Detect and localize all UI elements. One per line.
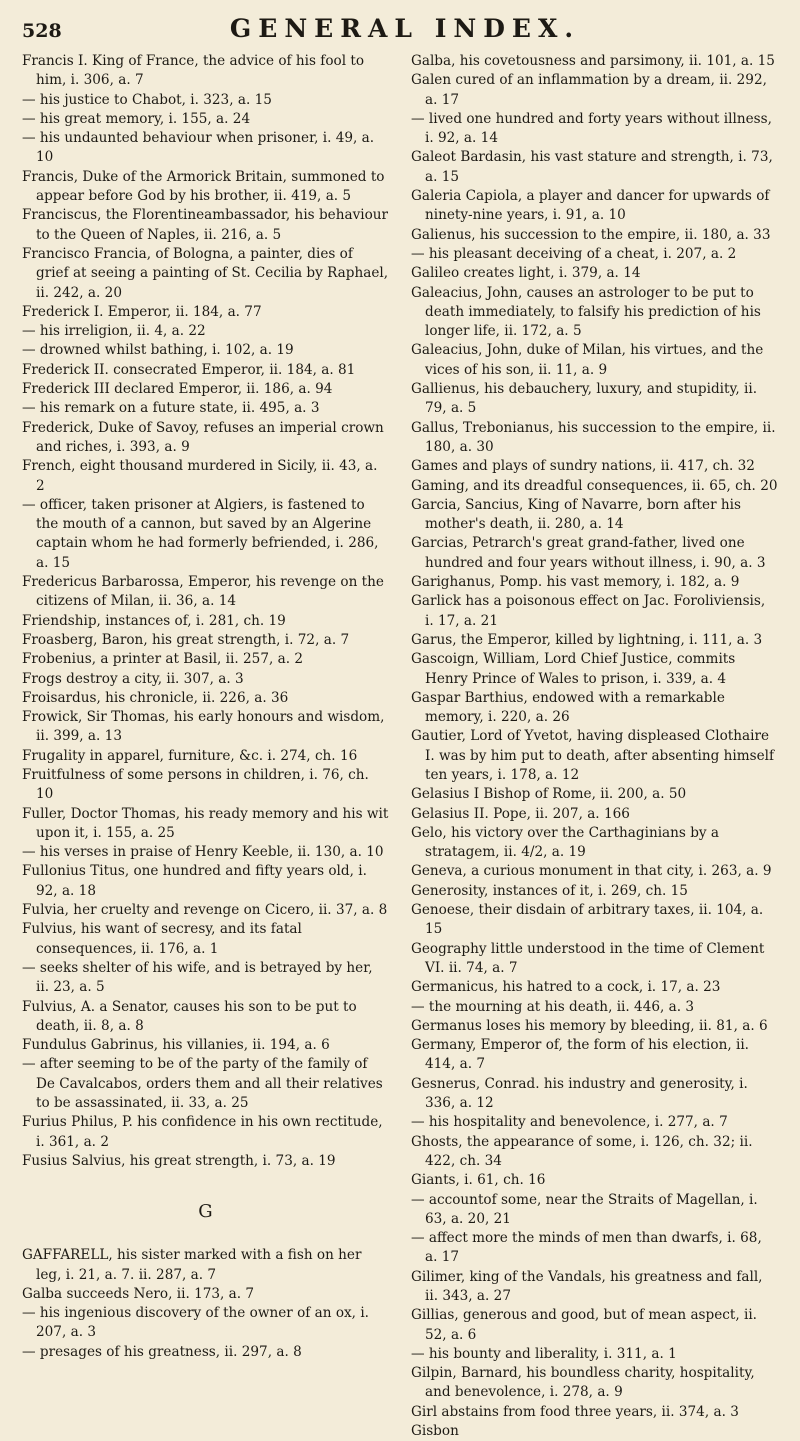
index-entry: — accountof some, near the Straits of Magellan, i. 63, a. 20, 21	[411, 1191, 758, 1227]
index-entry: GAFFARELL, his sister marked with a fish on her leg, i. 21, a. 7. ii. 287, a. 7	[22, 1247, 362, 1283]
index-entry: Generosity, instances of it, i. 269, ch. 15	[411, 882, 688, 899]
index-entry: Fusius Salvius, his great strength, i. 73, a. 19	[22, 1152, 336, 1169]
index-entry: — his hospitality and benevolence, i. 277, a. 7	[411, 1114, 728, 1131]
index-entry: Fulvia, her cruelty and revenge on Cicero, ii. 37, a. 8	[22, 902, 388, 919]
index-entry: Galeot Bardasin, his vast stature and strength, i. 73, a. 15	[411, 149, 773, 185]
index-entry: Galileo creates light, i. 379, a. 14	[411, 265, 641, 282]
index-entry: — his pleasant deceiving of a cheat, i. 207, a. 2	[411, 245, 737, 262]
right-column	[411, 52, 778, 1441]
index-entry: Fundulus Gabrinus, his villanies, ii. 194, a. 6	[22, 1037, 330, 1054]
index-entry: Gallus, Trebonianus, his succession to the empire, ii. 180, a. 30	[411, 419, 776, 455]
index-entry: Genoese, their disdain of arbitrary taxes, ii. 104, a. 15	[411, 902, 764, 938]
index-entry: — his verses in praise of Henry Keeble, ii. 130, a. 10	[22, 844, 384, 861]
left-column	[22, 52, 389, 1441]
index-entry: Gillias, generous and good, but of mean aspect, ii. 52, a. 6	[411, 1307, 758, 1343]
index-entry: Garus, the Emperor, killed by lightning, i. 111, a. 3	[411, 631, 763, 648]
index-entry: Froasberg, Baron, his great strength, i. 72, a. 7	[22, 631, 350, 648]
index-entry: Gaming, and its dreadful consequences, ii. 65, ch. 20	[411, 477, 778, 494]
section-letter: G	[198, 1201, 213, 1223]
index-entry: French, eight thousand murdered in Sicily, ii. 43, a. 2	[22, 458, 378, 494]
index-entry: Gilimer, king of the Vandals, his greatness and fall, ii. 343, a. 27	[411, 1268, 763, 1304]
index-entry: — his undaunted behaviour when prisoner, i. 49, a. 10	[22, 130, 375, 166]
page-header	[22, 14, 778, 52]
index-entry: Francis I. King of France, the advice of his fool to him, i. 306, a. 7	[22, 53, 365, 89]
index-entry: — his ingenious discovery of the owner of an ox, i. 207, a. 3	[22, 1305, 369, 1341]
index-entry: — officer, taken prisoner at Algiers, is fastened to the mouth of a cannon, but saved by an Algerine captain whom he had formerly befriended, i. 286, a. 15	[22, 496, 379, 571]
page-number: 528	[22, 20, 62, 42]
index-entry: — seeks shelter of his wife, and is betrayed by her, ii. 23, a. 5	[22, 959, 373, 996]
index-entry: Garlick has a poisonous effect on Jac. Foroliviensis, i. 17, a. 21	[411, 593, 766, 629]
index-entry: Frowick, Sir Thomas, his early honours and wisdom, ii. 399, a. 13	[22, 709, 385, 745]
index-entry: Giants, i. 61, ch. 16	[411, 1172, 546, 1189]
index-entry: Furius Philus, P. his confidence in his own rectitude, i. 361, a. 2	[22, 1114, 383, 1150]
index-entry: Fuller, Doctor Thomas, his ready memory and his wit upon it, i. 155, a. 25	[22, 805, 389, 841]
index-entry: Gallienus, his debauchery, luxury, and stupidity, ii. 79, a. 5	[411, 381, 758, 417]
index-entry: Galba succeeds Nero, ii. 173, a. 7	[22, 1285, 255, 1302]
index-entry: Galeacius, John, causes an astrologer to be put to death immediately, to falsify his prediction of his longer life, ii. 172, a. 5	[411, 284, 761, 340]
index-entry: Gelo, his victory over the Carthaginians by a stratagem, ii. 4/2, a. 19	[411, 824, 720, 861]
index-entry: Frederick II. consecrated Emperor, ii. 184, a. 81	[22, 361, 356, 378]
index-entry: — his irreligion, ii. 4, a. 22	[22, 323, 206, 340]
index-entry: Galienus, his succession to the empire, ii. 180, a. 33	[411, 226, 771, 243]
index-entry: Friendship, instances of, i. 281, ch. 19	[22, 612, 286, 629]
index-entry: — his bounty and liberality, i. 311, a. 1	[411, 1345, 677, 1362]
index-entry: Gaspar Barthius, endowed with a remarkable memory, i. 220, a. 26	[411, 689, 725, 726]
index-entry: Fullonius Titus, one hundred and fifty years old, i. 92, a. 18	[22, 863, 367, 899]
index-entry: — his remark on a future state, ii. 495, a. 3	[22, 400, 320, 417]
index-entry: — his great memory, i. 155, a. 24	[22, 110, 251, 127]
index-entry: Garighanus, Pomp. his vast memory, i. 182, a. 9	[411, 574, 740, 591]
index-entry: Geography little understood in the time of Clement VI. ii. 74, a. 7	[411, 940, 765, 976]
index-entry: Gelasius I Bishop of Rome, ii. 200, a. 50	[411, 786, 687, 803]
index-entry: Fredericus Barbarossa, Emperor, his revenge on the citizens of Milan, ii. 36, a. 14	[22, 574, 384, 610]
index-entry: Germanus loses his memory by bleeding, ii. 81, a. 6	[411, 1017, 768, 1034]
index-entry: Garcias, Petrarch's great grand-father, lived one hundred and four years without illness, i. 90, a. 3	[411, 535, 766, 571]
index-entry: Geneva, a curious monument in that city, i. 263, a. 9	[411, 863, 772, 880]
index-entry: Garcia, Sancius, King of Navarre, born after his mother's death, ii. 280, a. 14	[411, 496, 741, 533]
index-entry: Gascoign, William, Lord Chief Justice, commits Henry Prince of Wales to prison, i. 339, a. 4	[411, 651, 736, 687]
index-entry: Fulvius, his want of secresy, and its fatal consequences, ii. 176, a. 1	[22, 921, 302, 957]
index-entry: Frederick III declared Emperor, ii. 186, a. 94	[22, 381, 333, 398]
index-entry: — the mourning at his death, ii. 446, a. 3	[411, 998, 695, 1015]
index-entry: Fruitfulness of some persons in children, i. 76, ch. 10	[22, 766, 369, 803]
index-entry: Gesnerus, Conrad. his industry and generosity, i. 336, a. 12	[411, 1075, 748, 1112]
index-entry: Games and plays of sundry nations, ii. 417, ch. 32	[411, 458, 755, 475]
index-entry: — drowned whilst bathing, i. 102, a. 19	[22, 342, 294, 359]
index-entry: — affect more the minds of men than dwarfs, i. 68, a. 17	[411, 1230, 762, 1266]
index-entry: Frugality in apparel, furniture, &c. i. 274, ch. 16	[22, 747, 358, 764]
index-entry: Frobenius, a printer at Basil, ii. 257, a. 2	[22, 651, 304, 668]
index-entry: Galeacius, John, duke of Milan, his virtues, and the vices of his son, ii. 11, a. 9	[411, 342, 764, 378]
index-entry: Frederick, Duke of Savoy, refuses an imperial crown and riches, i. 393, a. 9	[22, 419, 384, 455]
index-entry: Germanicus, his hatred to a cock, i. 17, a. 23	[411, 979, 721, 996]
index-entry: Gisbon	[411, 1423, 459, 1440]
index-entry: Franciscus, the Florentineambassador, his behaviour to the Queen of Naples, ii. 216, a. 5	[22, 207, 389, 243]
index-entry: Francisco Francia, of Bologna, a painter, dies of grief at seeing a painting of St. Cecilia by Raphael, ii. 242, a. 20	[22, 245, 389, 301]
index-entry: Germany, Emperor of, the form of his election, ii. 414, a. 7	[411, 1037, 750, 1073]
index-entry: — lived one hundred and forty years without illness, i. 92, a. 14	[411, 110, 772, 147]
index-entry: Girl abstains from food three years, ii. 374, a. 3	[411, 1403, 739, 1420]
index-entry: Gautier, Lord of Yvetot, having displeased Clothaire I. was by him put to death, after absenting himself ten years, i. 178, a. 12	[411, 728, 775, 783]
index-entry: Fulvius, A. a Senator, causes his son to be put to death, ii. 8, a. 8	[22, 998, 357, 1034]
index-entry: Galeria Capiola, a player and dancer for upwards of ninety-nine years, i. 91, a. 10	[411, 188, 770, 224]
index-entry: — after seeming to be of the party of the family of De Cavalcabos, orders them and all their relatives to be assassinated, ii. 33, a. 25	[22, 1056, 383, 1112]
index-entry: Frogs destroy a city, ii. 307, a. 3	[22, 670, 244, 687]
index-entry: Gilpin, Barnard, his boundless charity, hospitality, and benevolence, i. 278, a. 9	[411, 1365, 755, 1401]
index-entry: Ghosts, the appearance of some, i. 126, ch. 32; ii. 422, ch. 34	[411, 1133, 753, 1169]
index-entry: Francis, Duke of the Armorick Britain, summoned to appear before God by his brother, ii. 419, a. 5	[22, 168, 385, 205]
index-entry: — his justice to Chabot, i. 323, a. 15	[22, 91, 272, 108]
running-title: GENERAL INDEX.	[229, 14, 581, 43]
index-entry: — presages of his greatness, ii. 297, a. 8	[22, 1343, 302, 1360]
index-entry: Frederick I. Emperor, ii. 184, a. 77	[22, 303, 262, 320]
index-entry: Froisardus, his chronicle, ii. 226, a. 36	[22, 689, 289, 706]
index-entry: Gelasius II. Pope, ii. 207, a. 166	[411, 805, 630, 822]
index-entry: Galba, his covetousness and parsimony, ii. 101, a. 15	[411, 53, 775, 69]
index-entry: Galen cured of an inflammation by a dream, ii. 292, a. 17	[411, 72, 767, 108]
index-columns	[22, 52, 778, 1441]
